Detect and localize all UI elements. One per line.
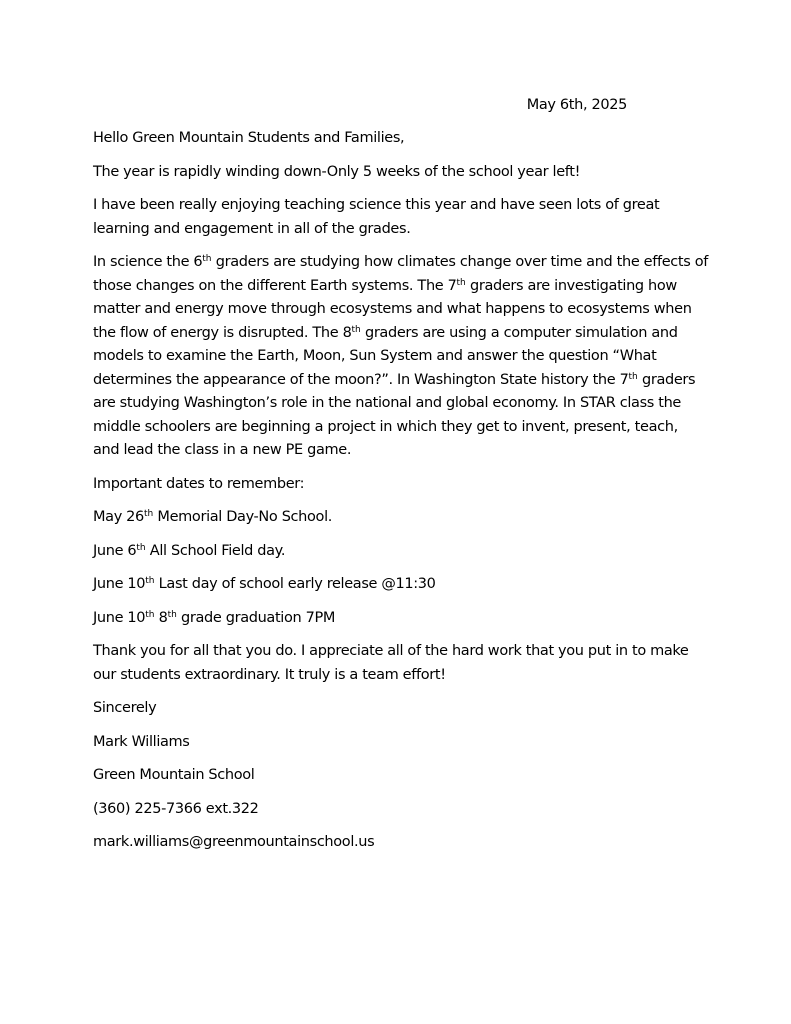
date-label: June 6 bbox=[93, 542, 137, 559]
date-description: grade graduation 7PM bbox=[176, 609, 336, 626]
intro-paragraph: The year is rapidly winding down-Only 5 weeks of the school year left! bbox=[93, 163, 581, 180]
superscript: th bbox=[351, 324, 361, 335]
closing: Sincerely bbox=[93, 700, 157, 716]
science-text-1: In science the 6 bbox=[93, 254, 203, 270]
superscript: th bbox=[136, 542, 146, 553]
date-item bbox=[93, 540, 708, 564]
signer-name: Mark Williams bbox=[93, 733, 190, 750]
science-text-3: graders are investigating how matter and energy move through ecosystems and what happens to ecosystems when the flow of energy is disrupted. The 8 bbox=[93, 277, 692, 341]
date-description: 8 bbox=[154, 609, 168, 626]
date-label: June 10 bbox=[93, 609, 146, 626]
date-item bbox=[93, 506, 708, 530]
letter-date: May 6th, 2025 bbox=[526, 97, 627, 113]
letter-body bbox=[93, 127, 708, 865]
email-address: mark.williams@greenmountainschool.us bbox=[93, 834, 375, 850]
date-item bbox=[93, 573, 708, 597]
greeting: Hello Green Mountain Students and Families, bbox=[93, 130, 405, 146]
signature-block bbox=[93, 697, 708, 855]
date-description: Memorial Day-No School. bbox=[153, 509, 333, 525]
superscript: th bbox=[167, 609, 177, 620]
enjoying-paragraph: I have been really enjoying teaching science this year and have seen lots of great learning and engagement in all of the grades. bbox=[93, 197, 660, 237]
date-label: May 26 bbox=[93, 509, 144, 525]
science-text-2: graders are studying how climates change over time and the effects of those changes on the different Earth systems. The 7 bbox=[93, 254, 708, 294]
superscript: th bbox=[145, 576, 155, 586]
phone-number: (360) 225-7366 ext.322 bbox=[93, 800, 259, 817]
superscript: th bbox=[202, 254, 212, 264]
superscript: th bbox=[143, 509, 154, 519]
date-label: June 10 bbox=[93, 576, 146, 592]
superscript: th bbox=[145, 609, 155, 620]
school-name: Green Mountain School bbox=[93, 767, 255, 783]
date-description: Last day of school early release @11:30 bbox=[154, 576, 436, 592]
science-paragraph bbox=[93, 251, 708, 463]
date-item bbox=[93, 607, 708, 631]
superscript: th bbox=[456, 277, 466, 288]
superscript: th bbox=[628, 371, 638, 382]
date-description: All School Field day. bbox=[145, 542, 286, 559]
science-text-4: graders are using a computer simulation and models to examine the Earth, Moon, Sun System and answer the question “What determines the appearance of the moon?”. In Washington State history the 7 bbox=[93, 324, 678, 388]
dates-heading: Important dates to remember: bbox=[93, 475, 305, 492]
thanks-paragraph: Thank you for all that you do. I appreciate all of the hard work that you put in to make our students extraordinary. It truly is a team effort! bbox=[93, 643, 689, 683]
science-text-5: graders are studying Washington’s role in the national and global economy. In STAR class the middle schoolers are beginning a project in which they get to invent, present, teach, and lead the class in a new PE game. bbox=[93, 371, 696, 458]
